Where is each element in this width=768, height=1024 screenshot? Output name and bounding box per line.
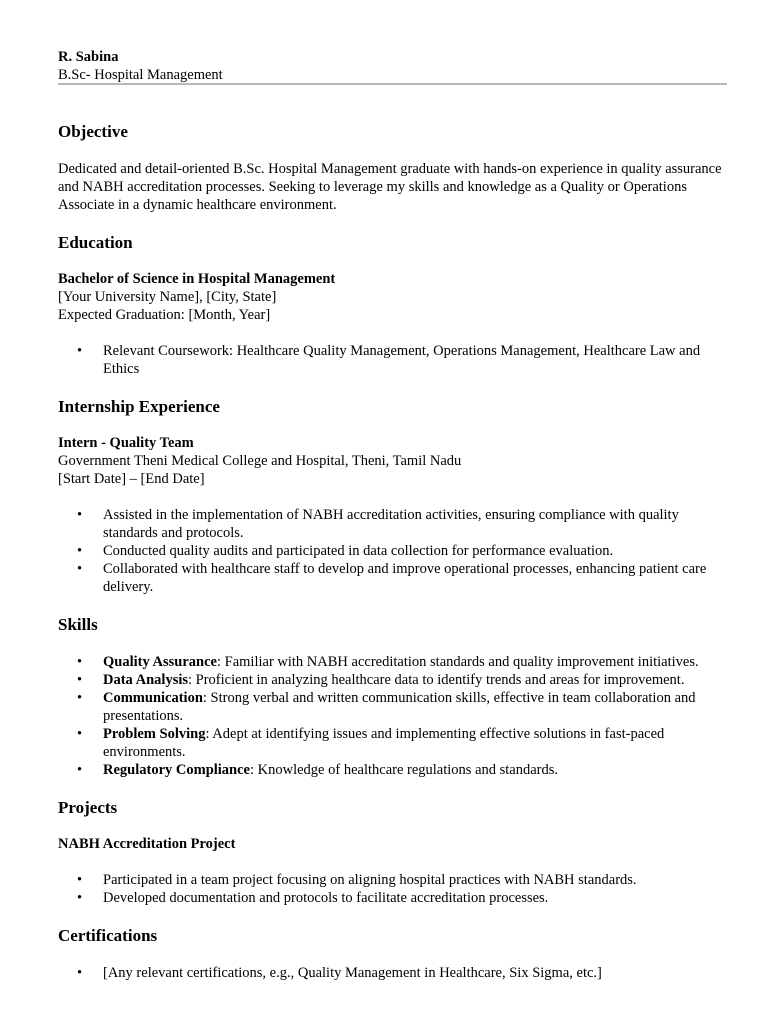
resume-body bbox=[58, 122, 727, 982]
education-section bbox=[58, 233, 727, 378]
skills-section bbox=[58, 615, 727, 779]
skill-label: Data Analysis bbox=[103, 672, 189, 688]
education-graduation: Expected Graduation: [Month, Year] bbox=[58, 307, 271, 323]
list-item bbox=[103, 725, 727, 761]
objective-section bbox=[58, 122, 727, 214]
list-item bbox=[103, 761, 727, 779]
skill-label: Problem Solving bbox=[103, 726, 206, 742]
list-item bbox=[103, 689, 727, 725]
internship-list bbox=[58, 506, 727, 596]
skills-list bbox=[58, 653, 727, 779]
internship-role: Intern - Quality Team bbox=[58, 435, 194, 451]
list-item: • Participated in a team project focusing on aligning hospital practices with NABH standards. bbox=[103, 871, 727, 889]
objective-heading: Objective bbox=[58, 122, 128, 141]
header-divider bbox=[58, 83, 727, 85]
skill-text: : Strong verbal and written communication skills, effective in team collaboration and presentations. bbox=[103, 690, 696, 724]
projects-list bbox=[58, 871, 727, 907]
projects-section bbox=[58, 798, 727, 907]
skill-text: : Familiar with NABH accreditation standards and quality improvement initiatives. bbox=[217, 654, 699, 670]
internship-heading: Internship Experience bbox=[58, 397, 220, 416]
list-item bbox=[103, 671, 727, 689]
skill-text: : Proficient in analyzing healthcare data to identify trends and areas for improvement. bbox=[188, 672, 685, 688]
skill-text: : Knowledge of healthcare regulations and standards. bbox=[250, 762, 559, 778]
projects-heading: Projects bbox=[58, 798, 118, 817]
list-item: • Conducted quality audits and participated in data collection for performance evaluation. bbox=[103, 542, 727, 560]
internship-dates: [Start Date] – [End Date] bbox=[58, 471, 205, 487]
certifications-list bbox=[58, 964, 727, 982]
skills-heading: Skills bbox=[58, 615, 98, 634]
candidate-name: R. Sabina bbox=[58, 49, 119, 65]
skill-label: Regulatory Compliance bbox=[103, 762, 250, 778]
resume-header bbox=[58, 48, 727, 84]
list-item: • Assisted in the implementation of NABH accreditation activities, ensuring compliance with quality standards and protocols. bbox=[103, 506, 727, 542]
list-item: • Relevant Coursework: Healthcare Quality Management, Operations Management, Healthcare Law and Ethics bbox=[103, 342, 727, 378]
project-title: NABH Accreditation Project bbox=[58, 836, 236, 852]
education-degree-title: Bachelor of Science in Hospital Management bbox=[58, 271, 336, 287]
list-item bbox=[103, 653, 727, 671]
objective-text: Dedicated and detail-oriented B.Sc. Hospital Management graduate with hands-on experience in quality assurance and NABH accreditation processes. Seeking to leverage my skills and knowledge as a Quality or Operations Associate in a dynamic healthcare environment. bbox=[58, 161, 722, 213]
internship-organization: Government Theni Medical College and Hospital, Theni, Tamil Nadu bbox=[58, 453, 462, 469]
skill-text: : Adept at identifying issues and implementing effective solutions in fast-paced environments. bbox=[103, 726, 665, 760]
certifications-heading: Certifications bbox=[58, 926, 158, 945]
certifications-section bbox=[58, 926, 727, 982]
education-heading: Education bbox=[58, 233, 133, 252]
skill-label: Communication bbox=[103, 690, 203, 706]
list-item: • Collaborated with healthcare staff to develop and improve operational processes, enhancing patient care delivery. bbox=[103, 560, 727, 596]
education-university: [Your University Name], [City, State] bbox=[58, 289, 277, 305]
list-item: • [Any relevant certifications, e.g., Quality Management in Healthcare, Six Sigma, etc.] bbox=[103, 964, 727, 982]
education-list bbox=[58, 342, 727, 378]
candidate-degree: B.Sc- Hospital Management bbox=[58, 67, 223, 83]
list-item: • Developed documentation and protocols to facilitate accreditation processes. bbox=[103, 889, 727, 907]
internship-section bbox=[58, 397, 727, 596]
skill-label: Quality Assurance bbox=[103, 654, 217, 670]
